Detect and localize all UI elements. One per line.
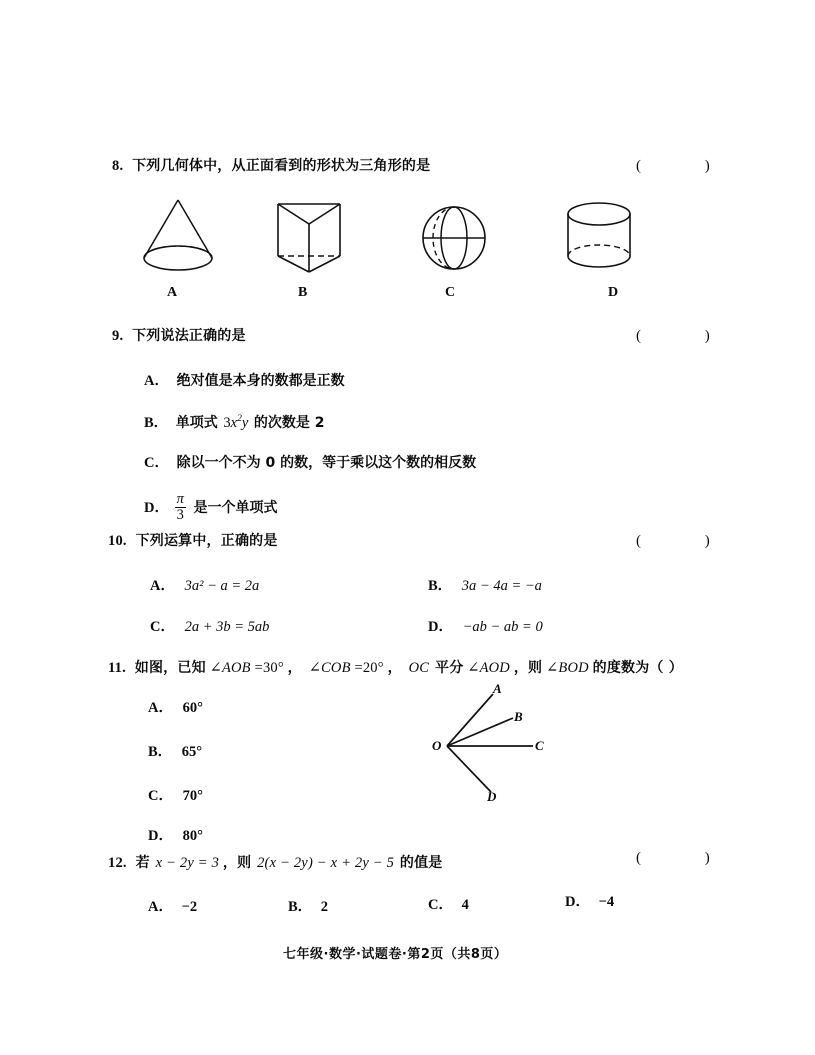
stem-part-4: 的度数为（ ）: [592, 660, 683, 676]
question-12-option-b[interactable]: [288, 899, 328, 916]
question-9-answer-bracket[interactable]: ( ): [636, 328, 740, 344]
question-11-stem: [108, 660, 683, 677]
option-letter: B．: [428, 578, 453, 594]
question-8-stem: [112, 158, 430, 175]
option-text-pre: 单项式: [175, 414, 218, 431]
option-letter: B．: [144, 414, 169, 431]
question-12-stem: [108, 855, 443, 872]
figure-label-b: B: [514, 709, 523, 724]
equation-2: 2(x − 2y) − x + 2y − 5: [257, 855, 395, 871]
stem-part-3: ，则: [513, 660, 543, 676]
question-9-option-d[interactable]: [144, 492, 278, 523]
option-letter: D．: [144, 500, 169, 517]
question-10-option-a[interactable]: [150, 578, 259, 595]
question-10-option-c[interactable]: [150, 619, 269, 636]
angle-aob-value: =30°: [254, 660, 284, 676]
figure-label-d: D: [487, 789, 497, 804]
question-9-option-c[interactable]: [144, 455, 476, 472]
option-text: −2: [181, 899, 198, 915]
option-expression: 3a² − a = 2a: [184, 578, 260, 594]
question-9-option-a[interactable]: [144, 373, 345, 390]
option-text: 65°: [181, 744, 203, 760]
question-11-number: 11.: [108, 660, 126, 676]
cylinder-figure: [556, 196, 642, 278]
option-letter: B．: [288, 899, 313, 915]
shape-label-c: C: [445, 285, 456, 300]
shape-label-b: B: [298, 285, 308, 300]
option-expression: 3a − 4a = −a: [461, 578, 542, 594]
stem-sep-1: ，: [287, 660, 302, 676]
question-10-option-d[interactable]: [428, 619, 543, 636]
option-text: 60°: [182, 700, 203, 716]
angle-cob: ∠COB: [308, 660, 351, 676]
figure-label-c: C: [535, 738, 544, 753]
option-letter: D．: [428, 619, 453, 635]
question-9-stem: [112, 328, 246, 345]
page-footer: 七年级·数学·试题卷·第2页（共8页）: [283, 947, 508, 962]
question-10-answer-bracket[interactable]: ( ): [636, 533, 740, 549]
option-text: 80°: [182, 828, 203, 844]
stem-sep-2: ，: [387, 660, 402, 676]
option-letter: A．: [148, 700, 173, 716]
option-letter: D．: [565, 894, 590, 910]
question-12-number: 12.: [108, 855, 127, 871]
question-11-option-c[interactable]: [148, 788, 203, 805]
option-expression: $3x^2y$: [223, 414, 249, 431]
option-text: 2: [320, 899, 329, 915]
question-9-number: 9.: [112, 328, 124, 344]
stem-part-2: 的值是: [399, 855, 443, 871]
shape-label-d: D: [608, 285, 619, 300]
question-11-option-d[interactable]: [148, 828, 203, 845]
option-letter: A．: [144, 373, 169, 389]
ray-oc: OC: [408, 660, 430, 676]
option-text-post: 是一个单项式: [193, 500, 278, 517]
angle-cob-value: =20°: [354, 660, 384, 676]
stem-part-1: 若: [135, 855, 150, 871]
shape-label-a: A: [167, 285, 178, 300]
question-8-number: 8.: [112, 158, 124, 174]
fraction-denominator: 3: [175, 507, 186, 523]
fraction-pi-over-3: [175, 492, 186, 523]
question-11-option-a[interactable]: [148, 700, 203, 717]
option-letter: C．: [144, 455, 169, 471]
figure-label-a: A: [493, 681, 502, 696]
figure-label-o: O: [432, 738, 442, 753]
option-letter: A．: [150, 578, 175, 594]
option-letter: D．: [148, 828, 173, 844]
stem-separator: ，则: [222, 855, 252, 871]
question-12-option-c[interactable]: [428, 897, 469, 914]
option-text: 4: [461, 897, 469, 913]
angle-aod: ∠AOD: [467, 660, 510, 676]
option-text: 绝对值是本身的数都是正数: [176, 373, 345, 389]
option-text: 除以一个不为 0 的数，等于乘以这个数的相反数: [176, 455, 477, 471]
option-expression: 2a + 3b = 5ab: [184, 619, 270, 635]
angle-aob: ∠AOB: [209, 660, 251, 676]
angle-diagram-figure: [425, 676, 595, 816]
question-12-option-a[interactable]: [148, 899, 197, 916]
option-letter: C．: [150, 619, 175, 635]
question-11-option-b[interactable]: [148, 744, 202, 761]
stem-part-2: 平分: [435, 660, 464, 676]
option-text-post: 的次数是 2: [253, 414, 325, 431]
question-10-stem-text: 下列运算中，正确的是: [135, 533, 278, 549]
question-8-stem-text: 下列几何体中，从正面看到的形状为三角形的是: [132, 158, 431, 174]
question-12-answer-bracket[interactable]: ( ): [636, 850, 740, 866]
option-text: −4: [598, 894, 615, 910]
fraction-numerator: π: [176, 491, 184, 507]
angle-bod: ∠BOD: [546, 660, 589, 676]
question-9-option-b[interactable]: [144, 414, 325, 432]
triangular-prism-figure: [266, 196, 356, 278]
question-8-answer-bracket[interactable]: ( ): [636, 158, 740, 174]
option-expression: −ab − ab = 0: [462, 619, 543, 635]
option-letter: A．: [148, 899, 173, 915]
option-letter: C．: [148, 788, 173, 804]
option-text: 70°: [182, 788, 203, 804]
option-letter: B．: [148, 744, 173, 760]
question-10-stem: [108, 533, 278, 550]
option-letter: C．: [428, 897, 453, 913]
question-9-stem-text: 下列说法正确的是: [132, 328, 246, 344]
question-12-option-d[interactable]: [565, 894, 614, 911]
question-10-option-b[interactable]: [428, 578, 542, 595]
stem-part-1: 如图，已知: [134, 660, 206, 676]
cone-figure: [130, 196, 230, 278]
sphere-figure: [414, 200, 494, 278]
equation-1: x − 2y = 3: [155, 855, 220, 871]
question-10-number: 10.: [108, 533, 127, 549]
